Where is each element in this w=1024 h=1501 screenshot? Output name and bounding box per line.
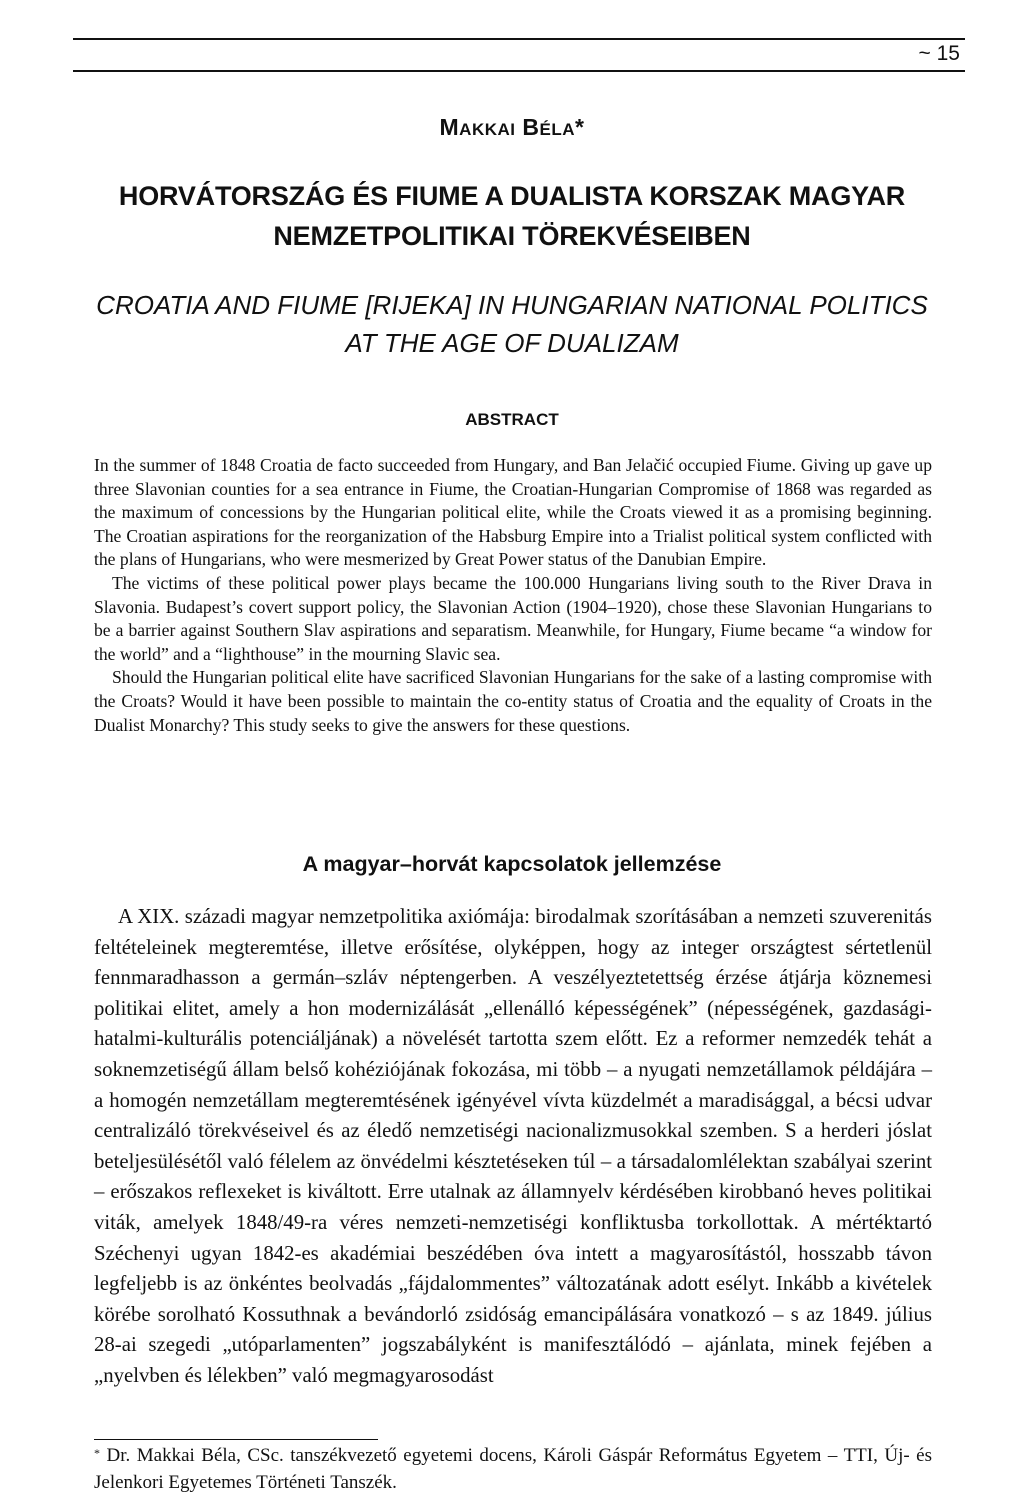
title-english-line-2: AT THE AGE OF DUALIZAM xyxy=(345,328,679,358)
author-name xyxy=(0,114,1024,141)
author-initial-1: M xyxy=(439,114,460,140)
title-hungarian-line-1: HORVÁTORSZÁG ÉS FIUME A DUALISTA KORSZAK MAGYAR xyxy=(118,181,906,211)
footnote-rule xyxy=(94,1439,378,1440)
abstract-body xyxy=(94,454,932,737)
header-rule-bottom xyxy=(73,70,965,72)
body-paragraph: A XIX. századi magyar nemzetpolitika axiómája: birodalmak szorításában a nemzeti szuverenitás feltételeinek megteremtése, illetve erősítése, olyképpen, hogy az integer országtest sértetlenül fennmaradhasson a germán–szláv néptengerben. A veszélyeztetettség érzése átjárja köznemesi politikai elitet, amely a hon modernizálását „ellenálló képességének” (népességének, gazdasági-hatalmi-kulturális potenciáljának) a növelését tartotta szem előtt. Ez a reformer nemzedék tehát a soknemzetiségű állam belső kohéziójának fokozása, mi több – a nyugati nemzetállamok példájára – a homogén nemzetállam megteremtésének igényével vívta küzdelmét a maradisággal, a bécsi udvar centralizáló törekvéseivel és az éledő nemzetiségi nacionalizmusokkal szemben. S a herderi jóslat beteljesülésétől való félelem az önvédelmi késztetéseken túl – a társadalomlélektan szabályai szerint – erőszakos reflexeket is kiváltott. Erre utalnak az államnyelv kérdésében kirobbanó heves politikai viták, amelyek 1848/49-ra véres nemzeti-nemzetiségi konfliktusba torkollottak. A mértéktartó Széchenyi ugyan 1842-es akadémiai beszédében óva intett a magyarosítástól, hosszabb távon legfeljebb is az önkéntes beolvadás „fájdalommentes” változatának adott esélyt. Inkább a kivételek körébe sorolható Kossuthnak a bevándorló zsidóság emancipálására vonatkozó – s az 1849. július 28-ai szegedi „utóparlamenten” jogszabályként is manifesztálódó – ajánlata, minek fejében a „nyelvben és lélekben” való megmagyarosodást xyxy=(94,905,932,1387)
page-number: ~ 15 xyxy=(918,42,960,65)
abstract-paragraph-2: The victims of these political power plays became the 100.000 Hungarians living south to the River Drava in Slavonia. Budapest’s covert support policy, the Slavonian Action (1904–1920), chose these Slavonian Hungarians to be a barrier against Southern Slav aspirations and separatism. Meanwhile, for Hungary, Fiume became “a window for the world” and a “lighthouse” in the mourning Slavic sea. xyxy=(94,572,932,664)
header-rule-top xyxy=(73,38,965,40)
author-given-rest: ÉLA xyxy=(539,120,576,139)
abstract-paragraph-3: Should the Hungarian political elite have sacrificed Slavonian Hungarians for the sake of a lasting compromise with the Croats? Would it have been possible to maintain the co-entity status of Croatia and the equality of Croats in the Dualist Monarchy? This study seeks to give the answers for these questions. xyxy=(94,667,932,735)
footnote-mark: * xyxy=(94,1446,100,1460)
abstract-paragraph-1: In the summer of 1848 Croatia de facto succeeded from Hungary, and Ban Jelačić occupied Fiume. Giving up gave up three Slavonian counties for a sea entrance in Fiume, the Croatian-Hungarian Compromise of 1868 was regarded as the maximum of concessions by the Hungarian political elite, while the Croats viewed it as a promising beginning. The Croatian aspirations for the reorganization of the Habsburg Empire into a Trialist political system conflicted with the plans of Hungarians, who were mesmerized by Great Power status of the Danubian Empire. xyxy=(94,455,932,570)
title-english xyxy=(60,286,964,362)
title-english-line-1: CROATIA AND FIUME [RIJEKA] IN HUNGARIAN NATIONAL POLITICS xyxy=(96,290,928,320)
author-surname-rest: AKKAI xyxy=(459,120,516,139)
title-hungarian-line-2: NEMZETPOLITIKAI TÖREKVÉSEIBEN xyxy=(273,221,751,251)
author-footnote-mark: * xyxy=(575,114,585,140)
author-initial-2: B xyxy=(522,114,540,140)
abstract-heading: ABSTRACT xyxy=(465,410,559,429)
footnote xyxy=(94,1442,932,1496)
section-heading: A magyar–horvát kapcsolatok jellemzése xyxy=(302,852,722,876)
title-hungarian xyxy=(60,176,964,256)
footnote-text: Dr. Makkai Béla, CSc. tanszékvezető egyetemi docens, Károli Gáspár Református Egyetem – TTI, Új- és Jelenkori Egyetemes Történeti Tanszék. xyxy=(94,1445,932,1493)
section-body xyxy=(94,902,932,1392)
